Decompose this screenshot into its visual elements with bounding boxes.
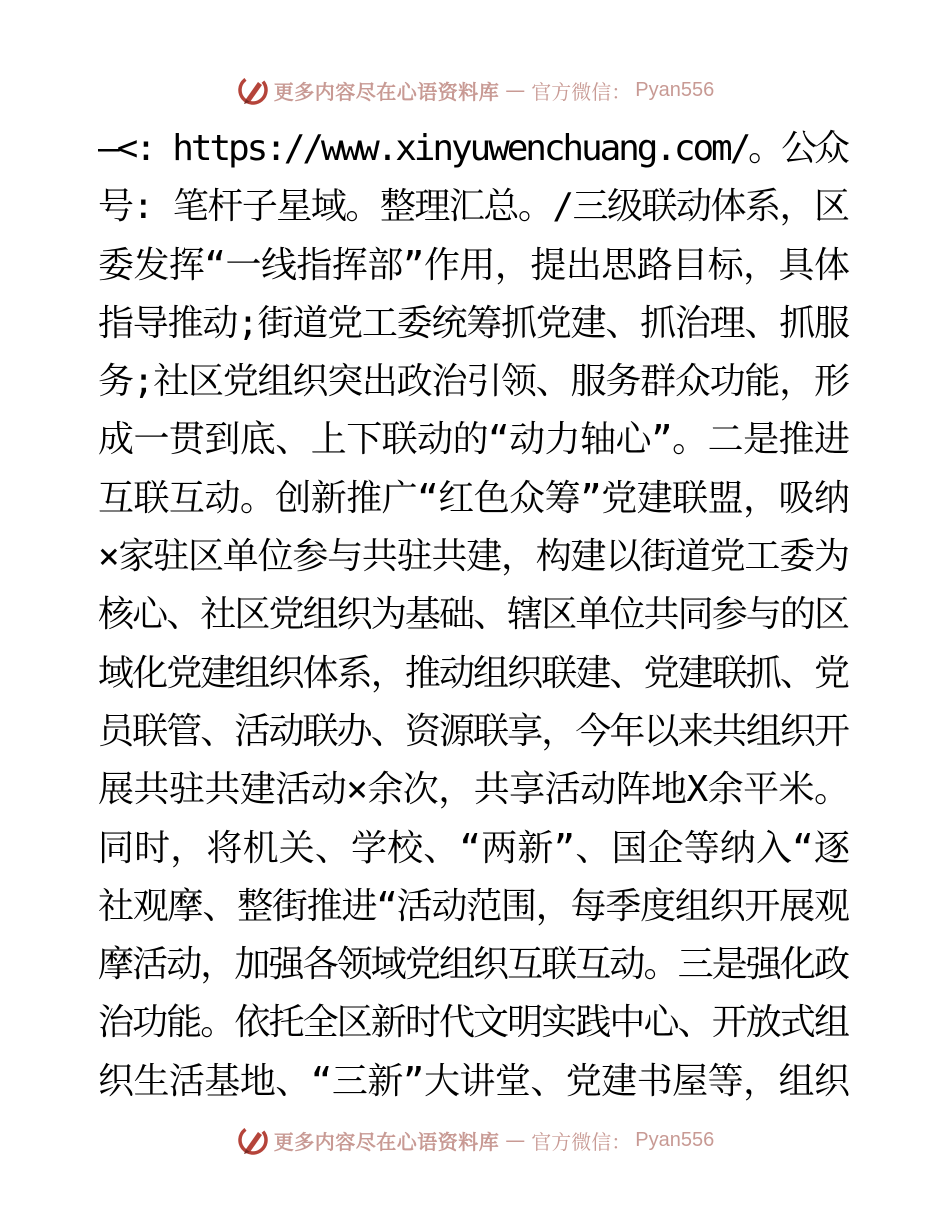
body-line: 号: 笔杆子星域。整理汇总。/三级联动体系，区 [98,186,849,228]
banner-official-label: 官方微信： [531,1129,632,1154]
body-line: 同时，将机关、学校、“两新”、国企等纳入“逐 [98,827,851,869]
banner-wechat-id: Pyan556 [635,1128,715,1151]
body-line: 织生活基地、“三新”大讲堂、党建书屋等，组织 [98,1060,850,1102]
body-line: 展共驻共建活动×余次，共享活动阵地X余平米。 [98,769,850,811]
body-line: 摩活动，加强各领域党组织互联互动。三是强化政 [98,944,849,986]
body-line: 成一贯到底、上下联动的“动力轴心”。二是推进 [98,419,850,461]
banner-site-text: 更多内容尽在心语资料库 [273,79,500,104]
pen-logo-icon [236,1123,270,1157]
banner-separator: — [505,78,526,102]
body-line: 社观摩、整街推进“活动范围，每季度组织开展观 [98,885,849,927]
body-line: 互联互动。创新推广“红色众筹”党建联盟，吸纳 [98,477,850,519]
banner-separator: — [505,1128,526,1152]
body-line: 指导推动;街道党工委统筹抓党建、抓治理、抓服 [98,302,849,344]
body-line: —<: https://www.xinyuwenchuang.com/。公众 [98,128,847,169]
body-line: 员联管、活动联办、资源联享，今年以来共组织开 [98,710,849,752]
banner-wechat-id: Pyan556 [635,78,715,101]
footer-watermark-banner [0,1120,950,1160]
header-watermark-banner [0,70,950,110]
pen-logo-icon [236,73,270,107]
document-body [98,120,858,1111]
body-line: 治功能。依托全区新时代文明实践中心、开放式组 [98,1002,849,1044]
body-line: 委发挥“一线指挥部”作用，提出思路目标，具体 [98,244,850,286]
body-line: ×家驻区单位参与共驻共建，构建以街道党工委为 [98,536,849,578]
banner-site-text: 更多内容尽在心语资料库 [273,1129,500,1154]
banner-official-label: 官方微信： [531,79,632,104]
body-line: 域化党建组织体系，推动组织联建、党建联抓、党 [98,652,849,694]
body-line: 务;社区党组织突出政治引领、服务群众功能，形 [98,361,849,403]
body-line: 核心、社区党组织为基础、辖区单位共同参与的区 [98,594,849,636]
